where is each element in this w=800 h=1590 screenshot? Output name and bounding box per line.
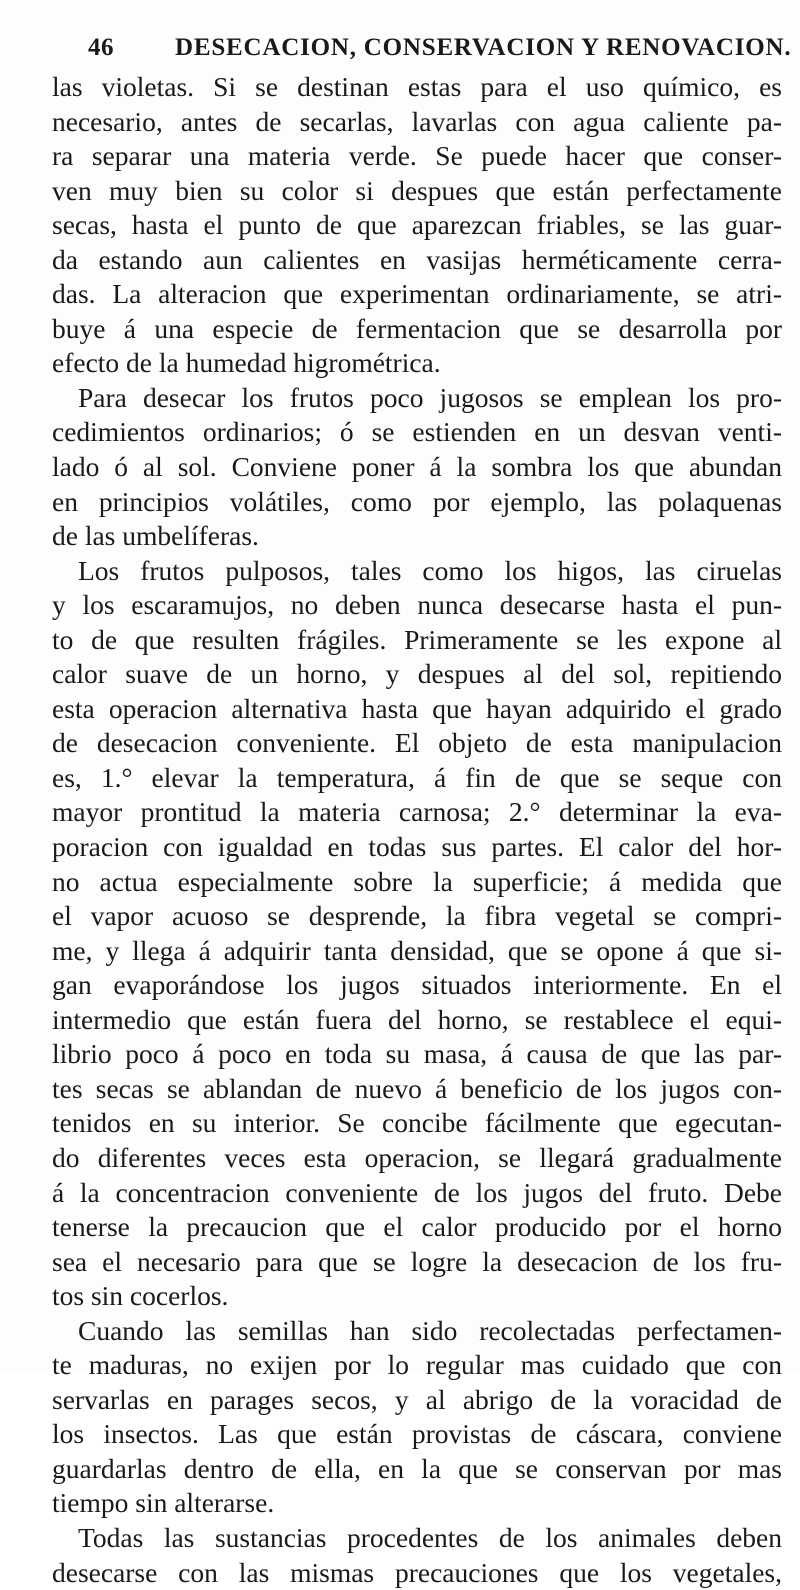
text-line: te maduras, no exijen por lo regular mas cuidado que con <box>52 1349 782 1381</box>
text-line: mayor prontitud la materia carnosa; 2.° determinar la eva- <box>52 796 782 828</box>
text-line: lado ó al sol. Conviene poner á la sombra los que abundan <box>52 451 782 483</box>
text-line: cedimientos ordinarios; ó se estienden en un desvan venti- <box>52 416 782 448</box>
text-line: poracion con igualdad en todas sus partes. El calor del hor- <box>52 831 782 863</box>
text-line: el vapor acuoso se desprende, la fibra vegetal se compri- <box>52 900 782 932</box>
text-line: esta operacion alternativa hasta que hayan adquirido el grado <box>52 692 782 724</box>
text-line: los insectos. Las que están provistas de cáscara, conviene <box>52 1418 782 1450</box>
text-line: y los escaramujos, no deben nunca desecarse hasta el pun- <box>52 589 782 621</box>
text-line: á la concentracion conveniente de los jugos del fruto. Debe <box>52 1176 782 1208</box>
text-line: das. La alteracion que experimentan ordinariamente, se atri- <box>52 278 782 310</box>
text-line: ra separar una materia verde. Se puede hacer que conser- <box>52 140 782 172</box>
page-number: 46 <box>88 34 114 61</box>
text-line: tenidos en su interior. Se concibe fácilmente que egecutan- <box>52 1107 782 1139</box>
text-line: no actua especialmente sobre la superficie; á medida que <box>52 865 782 897</box>
text-line: calor suave de un horno, y despues al del sol, repitiendo <box>52 658 782 690</box>
text-line: da estando aun calientes en vasijas herméticamente cerra- <box>52 243 782 275</box>
text-line: de desecacion conveniente. El objeto de esta manipulacion <box>52 727 782 759</box>
text-line: efecto de la humedad higrométrica. <box>52 347 441 379</box>
text-line: buye á una especie de fermentacion que se desarrolla por <box>52 312 782 344</box>
text-line: Para desecar los frutos poco jugosos se emplean los pro- <box>78 381 782 413</box>
text-line: es, 1.° elevar la temperatura, á fin de que se seque con <box>52 761 782 793</box>
text-line: guardarlas dentro de ella, en la que se conservan por mas <box>52 1452 782 1484</box>
text-line: do diferentes veces esta operacion, se llegará gradualmente <box>52 1141 782 1173</box>
text-line: en principios volátiles, como por ejemplo, las polaquenas <box>52 485 782 517</box>
text-line: de las umbelíferas. <box>52 520 259 552</box>
text-line: Cuando las semillas han sido recolectadas perfectamen- <box>78 1314 782 1346</box>
running-title: DESECACION, CONSERVACION Y RENOVACION. <box>175 34 792 61</box>
text-line: ven muy bien su color si despues que están perfectamente <box>52 174 782 206</box>
text-line: tiempo sin alterarse. <box>52 1487 275 1519</box>
running-head <box>50 34 792 74</box>
text-line: necesario, antes de secarlas, lavarlas con agua caliente pa- <box>52 105 782 137</box>
text-line: desecarse con las mismas precauciones que los vegetales, <box>52 1556 782 1588</box>
text-line: Todas las sustancias procedentes de los animales deben <box>78 1521 782 1553</box>
text-line: tenerse la precaucion que el calor producido por el horno <box>52 1211 782 1243</box>
text-line: librio poco á poco en toda su masa, á causa de que las par- <box>52 1038 782 1070</box>
text-line: secas, hasta el punto de que aparezcan friables, se las guar- <box>52 209 782 241</box>
text-line: gan evaporándose los jugos situados interiormente. En el <box>52 969 782 1001</box>
text-line: sea el necesario para que se logre la desecacion de los fru- <box>52 1245 782 1277</box>
text-line: me, y llega á adquirir tanta densidad, que se opone á que si- <box>52 934 782 966</box>
text-line: tes secas se ablandan de nuevo á beneficio de los jugos con- <box>52 1072 782 1104</box>
text-line: to de que resulten frágiles. Primeramente se les expone al <box>52 623 782 655</box>
text-line: servarlas en parages secos, y al abrigo de la voracidad de <box>52 1383 782 1415</box>
text-line: las violetas. Si se destinan estas para el uso químico, es <box>52 71 782 102</box>
body-text <box>52 70 782 1590</box>
text-line: intermedio que están fuera del horno, se restablece el equi- <box>52 1003 782 1035</box>
text-line: Los frutos pulposos, tales como los higos, las ciruelas <box>78 554 782 586</box>
text-line: tos sin cocerlos. <box>52 1280 229 1312</box>
